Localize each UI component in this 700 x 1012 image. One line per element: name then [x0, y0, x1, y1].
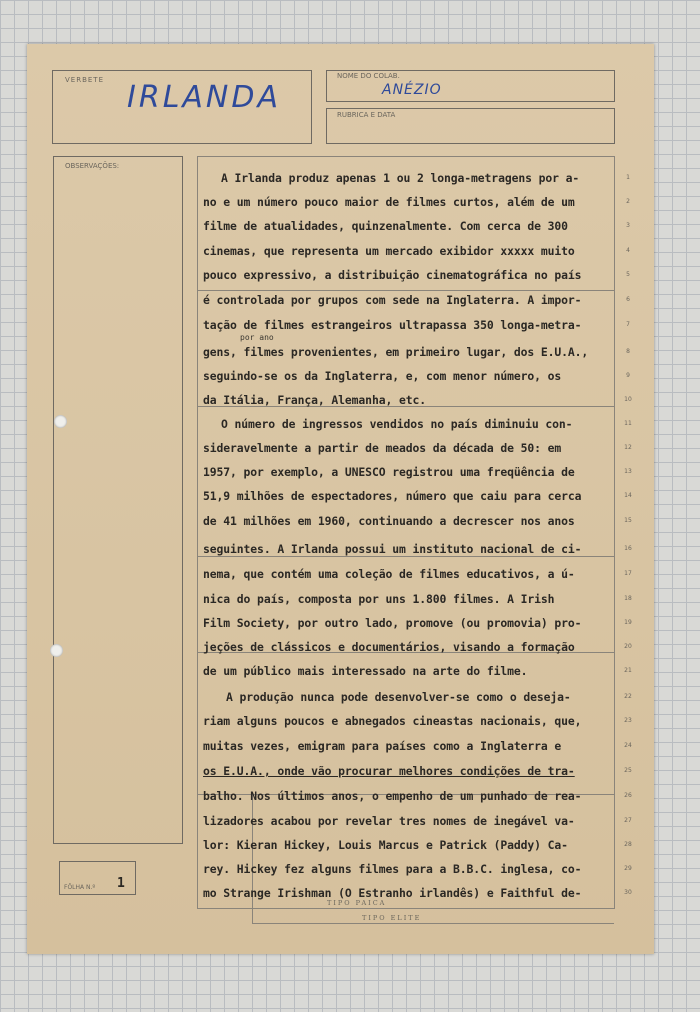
- text-line-26: balho. Nos últimos anos, o empenho de um punhado de rea-: [203, 789, 582, 803]
- line-number: 24: [624, 742, 632, 749]
- text-line-22: A produção nunca pode desenvolver-se como o deseja-: [226, 690, 571, 704]
- rubrica-label: RUBRICA E DATA: [337, 111, 396, 119]
- line-number: 10: [624, 396, 632, 403]
- text-line-5: pouco expressivo, a distribuição cinematográfica no país: [203, 268, 582, 282]
- text-line-6: é controlada por grupos com sede na Inglaterra. A impor-: [203, 293, 582, 307]
- annotation-por-ano: por ano: [240, 333, 274, 342]
- line-number: 23: [624, 717, 632, 724]
- line-number: 7: [626, 321, 630, 328]
- verbete-label: VERBETE: [65, 76, 104, 84]
- line-number: 15: [624, 517, 632, 524]
- line-number: 8: [626, 348, 630, 355]
- text-line-11: O número de ingressos vendidos no país diminuiu con-: [221, 417, 573, 431]
- frame-bottom-elite: [252, 923, 614, 924]
- line-number: 3: [626, 222, 630, 229]
- tipo-elite-label: TIPO ELITE: [362, 914, 422, 922]
- observacoes-box: [53, 156, 183, 844]
- tipo-paica-label: TIPO PAICA: [327, 899, 387, 907]
- text-line-29: rey. Hickey fez alguns filmes para a B.B.C. inglesa, co-: [203, 862, 582, 876]
- observacoes-label: OBSERVAÇÕES:: [65, 162, 120, 170]
- line-number: 20: [624, 643, 632, 650]
- text-line-19: Film Society, por outro lado, promove (ou promovia) pro-: [203, 616, 582, 630]
- line-number: 26: [624, 792, 632, 799]
- line-number: 1: [626, 174, 630, 181]
- line-number: 9: [626, 372, 630, 379]
- line-number: 28: [624, 841, 632, 848]
- line-number: 12: [624, 444, 632, 451]
- text-line-1: A Irlanda produz apenas 1 ou 2 longa-metragens por a-: [221, 171, 580, 185]
- frame-bottom: [197, 908, 615, 909]
- verbete-value: IRLANDA: [127, 80, 281, 115]
- text-line-7: tação de filmes estrangeiros ultrapassa 350 longa-metra-: [203, 318, 582, 332]
- line-number: 17: [624, 570, 632, 577]
- text-line-2: no e um número pouco maior de filmes curtos, além de um: [203, 195, 575, 209]
- text-line-13: 1957, por exemplo, a UNESCO registrou uma freqüência de: [203, 465, 575, 479]
- line-number: 6: [626, 296, 630, 303]
- frame-left: [197, 156, 198, 908]
- line-number: 4: [626, 247, 630, 254]
- line-number: 19: [624, 619, 632, 626]
- folha-label: FÔLHA N.º: [64, 884, 96, 891]
- line-number: 30: [624, 889, 632, 896]
- line-number: 21: [624, 667, 632, 674]
- text-line-16: seguintes. A Irlanda possui um instituto nacional de ci-: [203, 542, 582, 556]
- text-line-8: gens, filmes provenientes, em primeiro lugar, dos E.U.A.,: [203, 345, 589, 359]
- line-number: 25: [624, 767, 632, 774]
- text-line-25: os E.U.A., onde vão procurar melhores condições de tra-: [203, 764, 575, 778]
- frame-top: [197, 156, 615, 157]
- text-line-9: seguindo-se os da Inglaterra, e, com menor número, os: [203, 369, 562, 383]
- line-number: 11: [624, 420, 632, 427]
- text-line-14: 51,9 milhões de espectadores, número que caiu para cerca: [203, 489, 582, 503]
- text-line-3: filme de atualidades, quinzenalmente. Com cerca de 300: [203, 219, 568, 233]
- text-line-18: nica do país, composta por uns 1.800 filmes. A Irish: [203, 592, 555, 606]
- text-line-23: riam alguns poucos e abnegados cineastas nacionais, que,: [203, 714, 582, 728]
- line-number: 27: [624, 817, 632, 824]
- colab-label: NOME DO COLAB.: [337, 72, 400, 80]
- text-line-24: muitas vezes, emigram para países como a Inglaterra e: [203, 739, 562, 753]
- text-line-4: cinemas, que representa um mercado exibidor xxxxx muito: [203, 244, 575, 258]
- text-line-12: sideravelmente a partir de meados da década de 50: em: [203, 441, 562, 455]
- line-number: 13: [624, 468, 632, 475]
- line-number: 22: [624, 693, 632, 700]
- text-line-28: lor: Kieran Hickey, Louis Marcus e Patrick (Paddy) Ca-: [203, 838, 568, 852]
- punch-hole-top: [54, 415, 67, 428]
- line-number: 2: [626, 198, 630, 205]
- text-line-27: lizadores acabou por revelar tres nomes de inegável va-: [203, 814, 575, 828]
- line-number: 14: [624, 492, 632, 499]
- text-line-20: jeções de clássicos e documentários, visando a formação: [203, 640, 575, 654]
- text-line-30: mo Strange Irishman (O Estranho irlandês) e Faithful de-: [203, 886, 582, 900]
- line-number: 18: [624, 595, 632, 602]
- line-number: 5: [626, 271, 630, 278]
- punch-hole-bottom: [50, 644, 63, 657]
- text-line-17: nema, que contém uma coleção de filmes educativos, a ú-: [203, 567, 575, 581]
- text-line-15: de 41 milhões em 1960, continuando a decrescer nos anos: [203, 514, 575, 528]
- text-line-10: da Itália, França, Alemanha, etc.: [203, 393, 427, 407]
- line-number: 16: [624, 545, 632, 552]
- text-line-21: de um público mais interessado na arte do filme.: [203, 664, 528, 678]
- colab-value: ANÉZIO: [382, 82, 442, 98]
- folha-number: 1: [117, 876, 125, 891]
- line-number: 29: [624, 865, 632, 872]
